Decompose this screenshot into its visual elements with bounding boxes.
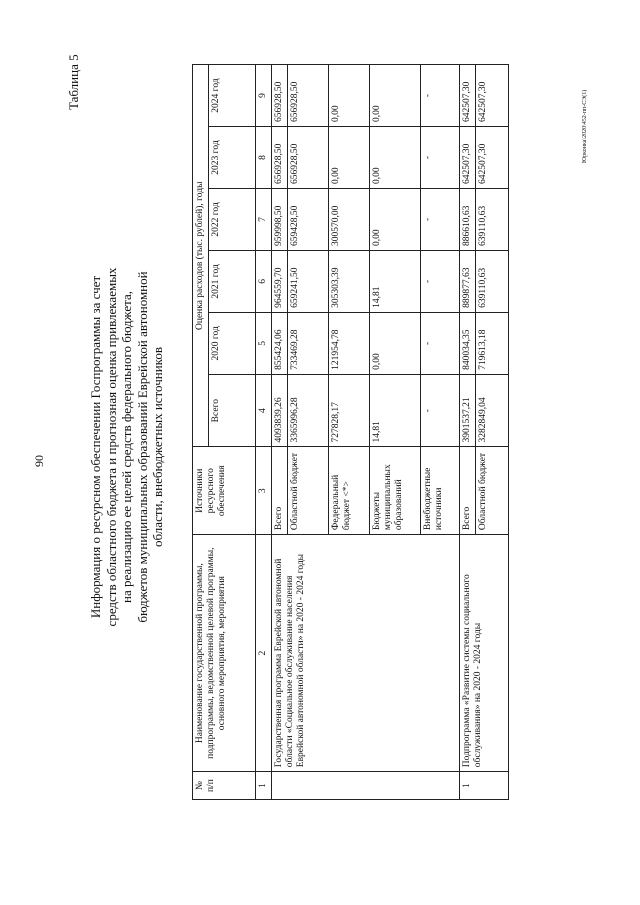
header-year: 2023 год <box>209 127 256 189</box>
value-cell: - <box>421 188 460 250</box>
row-source: Областной бюджет <box>476 447 509 535</box>
value-cell: 656928,50 <box>272 127 288 189</box>
value-cell: 656928,50 <box>272 65 288 127</box>
value-cell: 300570,00 <box>329 188 370 250</box>
index-cell: 8 <box>256 127 272 189</box>
index-row <box>256 65 272 800</box>
table-row <box>460 65 476 800</box>
value-cell: 727828,17 <box>329 374 370 447</box>
row-name: Подпрограмма «Развитие системы социального обслуживания» на 2020 - 2024 годы <box>460 535 509 772</box>
header-num: № п/п <box>193 772 256 800</box>
value-cell: 0,00 <box>370 312 421 374</box>
header-year: 2020 год <box>209 312 256 374</box>
value-cell: 840034,35 <box>460 312 476 374</box>
value-cell: 639110,63 <box>476 188 509 250</box>
footer-path: Юрконка\2020\452-пп-СЭ(1) <box>582 89 588 163</box>
value-cell: - <box>421 250 460 312</box>
index-cell: 4 <box>256 374 272 447</box>
header-year: 2021 год <box>209 250 256 312</box>
value-cell: 4093839,26 <box>272 374 288 447</box>
value-cell: 719613,18 <box>476 312 509 374</box>
row-source: Внебюджетные источники <box>421 447 460 535</box>
value-cell: 639110,63 <box>476 250 509 312</box>
value-cell: 0,00 <box>329 65 370 127</box>
value-cell: 0,00 <box>329 127 370 189</box>
index-cell: 5 <box>256 312 272 374</box>
value-cell: 659241,50 <box>288 250 329 312</box>
title-line: Информация о ресурсном обеспечении Госпрограммы за счет <box>88 275 103 619</box>
header-total: Всего <box>209 374 256 447</box>
page-number: 90 <box>32 455 46 467</box>
value-cell: 0,00 <box>370 127 421 189</box>
header-name: Наименование государственной программы, подпрограммы, ведомственной целевой программы, основного мероприятия, мероприятия <box>193 535 256 772</box>
value-cell: 3365996,28 <box>288 374 329 447</box>
index-cell: 7 <box>256 188 272 250</box>
title-line: на реализацию ее целей средств федерального бюджета, <box>119 291 134 603</box>
header-source: Источники ресурсного обеспечения <box>193 447 256 535</box>
header-year: 2024 год <box>209 65 256 127</box>
value-cell: 855424,06 <box>272 312 288 374</box>
header-estimate: Оценка расходов (тыс. рублей), годы <box>193 65 209 447</box>
value-cell: 733469,28 <box>288 312 329 374</box>
row-num <box>272 772 460 800</box>
value-cell: 14,81 <box>370 374 421 447</box>
header-row <box>193 65 209 800</box>
value-cell: 642507,30 <box>460 127 476 189</box>
document-title <box>88 257 166 637</box>
index-cell: 2 <box>256 535 272 772</box>
value-cell: 656928,50 <box>288 127 329 189</box>
resource-table <box>192 64 509 800</box>
value-cell: 0,00 <box>370 65 421 127</box>
value-cell: 0,00 <box>370 188 421 250</box>
value-cell: 886610,63 <box>460 188 476 250</box>
value-cell: 305303,39 <box>329 250 370 312</box>
value-cell: - <box>421 374 460 447</box>
value-cell: 889877,63 <box>460 250 476 312</box>
row-source: Областной бюджет <box>288 447 329 535</box>
value-cell: 3901537,21 <box>460 374 476 447</box>
row-source: Федеральный бюджет <*> <box>329 447 370 535</box>
value-cell: 656928,50 <box>288 65 329 127</box>
value-cell: - <box>421 65 460 127</box>
value-cell: 964559,70 <box>272 250 288 312</box>
value-cell: 659428,50 <box>288 188 329 250</box>
row-source: Всего <box>460 447 476 535</box>
index-cell: 3 <box>256 447 272 535</box>
value-cell: 121954,78 <box>329 312 370 374</box>
value-cell: - <box>421 312 460 374</box>
row-source: Всего <box>272 447 288 535</box>
table-label: Таблица 5 <box>66 54 81 110</box>
value-cell: 3282849,04 <box>476 374 509 447</box>
value-cell: 14,81 <box>370 250 421 312</box>
row-source: Бюджеты муниципальных образований <box>370 447 421 535</box>
table-row <box>272 65 288 800</box>
title-line: бюджетов муниципальных образований Еврейской автономной <box>134 271 150 623</box>
header-year: 2022 год <box>209 188 256 250</box>
value-cell: 642507,30 <box>476 127 509 189</box>
value-cell: 642507,30 <box>476 65 509 127</box>
index-cell: 6 <box>256 250 272 312</box>
title-line: области, внебюджетных источников <box>150 347 165 547</box>
value-cell: - <box>421 127 460 189</box>
value-cell: 642507,30 <box>460 65 476 127</box>
index-cell: 9 <box>256 65 272 127</box>
title-line: средств областного бюджета и прогнозная оценка привлекаемых <box>103 267 119 627</box>
index-cell: 1 <box>256 772 272 800</box>
value-cell: 959998,50 <box>272 188 288 250</box>
row-num: 1 <box>460 772 509 800</box>
row-name: Государственная программа Еврейской автономной области «Социальное обслуживание населения Еврейской автономной области» на 2020 - 2024 годы <box>272 535 460 772</box>
